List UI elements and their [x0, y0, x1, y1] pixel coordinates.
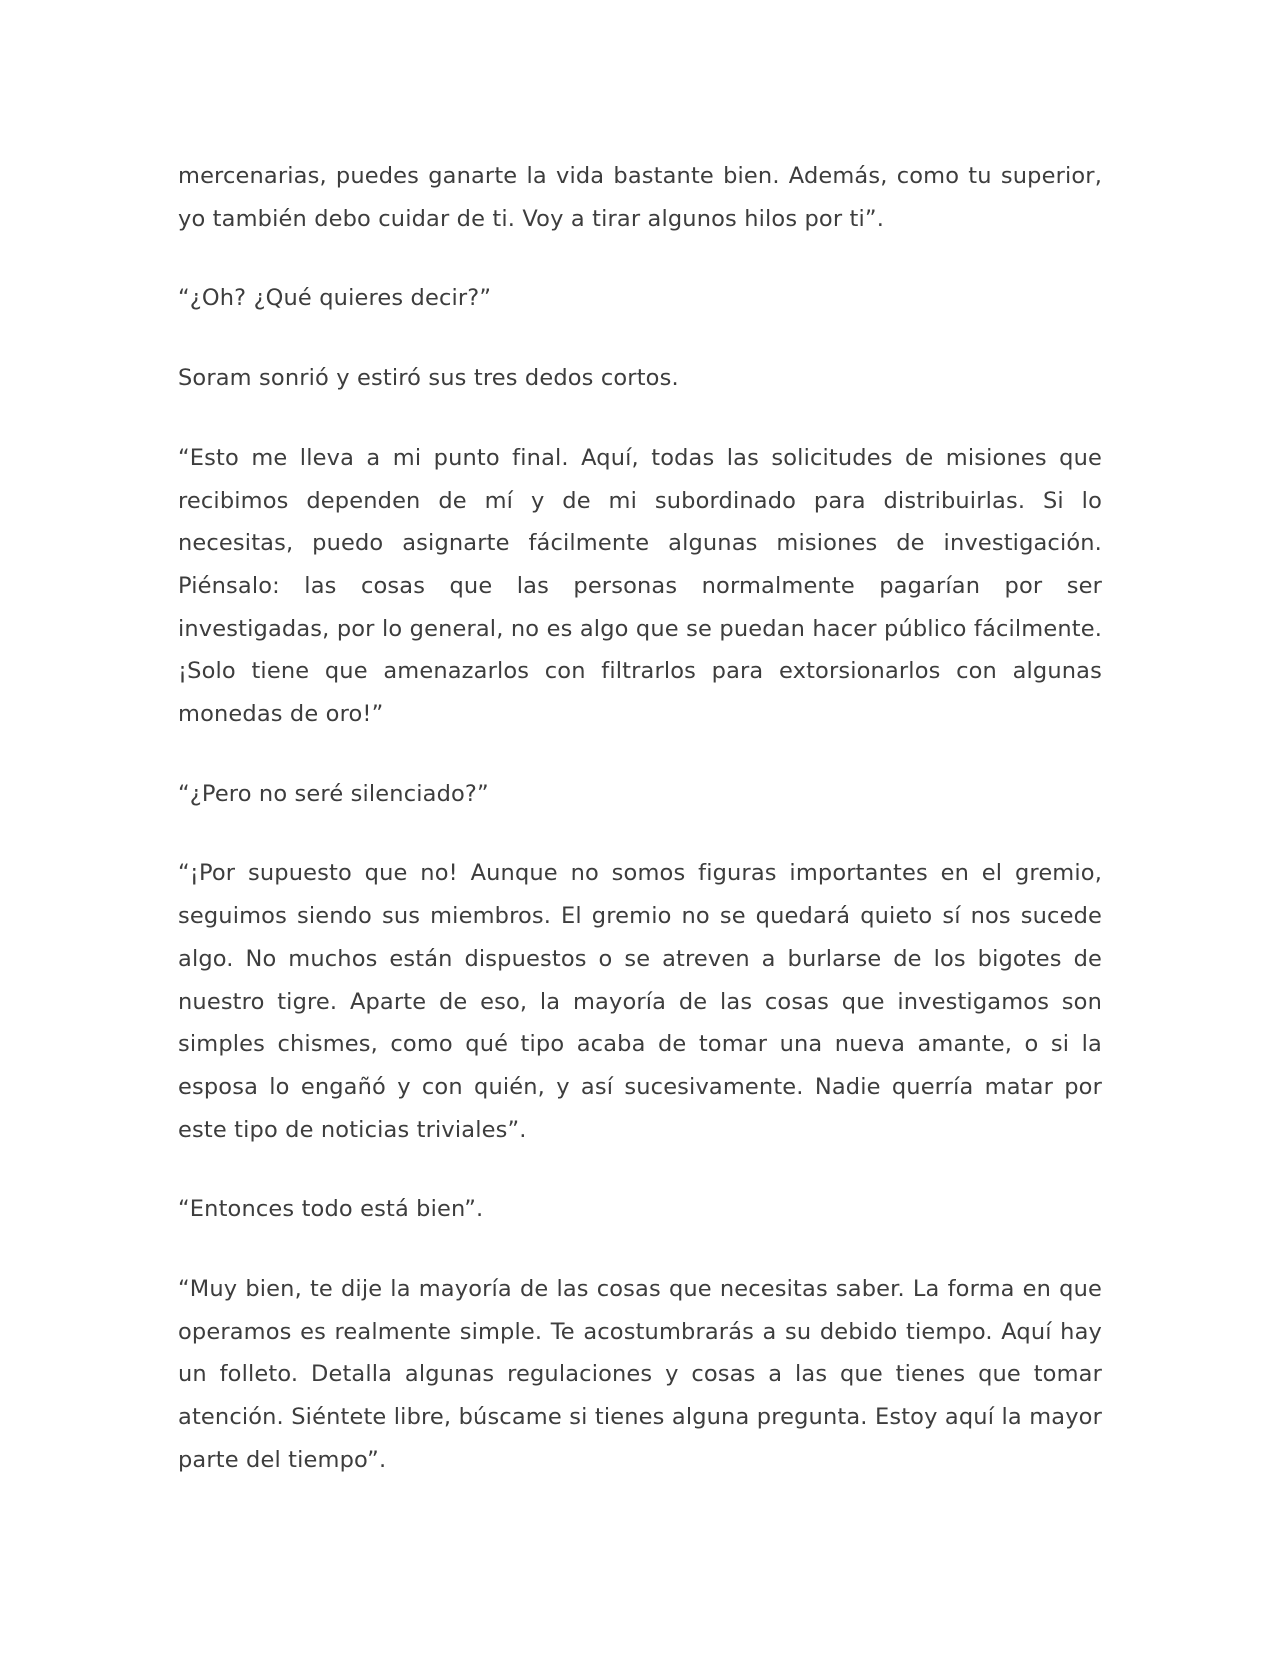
- document-body: [178, 155, 1102, 1519]
- paragraph-6: “¡Por supuesto que no! Aunque no somos figuras importantes en el gremio, seguimos siendo sus miembros. El gremio no se quedará quieto sí nos sucede algo. No muchos están dispuestos o se atreven a burlarse de los bigotes de nuestro tigre. Aparte de eso, la mayoría de las cosas que investigamos son simples chismes, como qué tipo acaba de tomar una nueva amante, o si la esposa lo engañó y con quién, y así sucesivamente. Nadie querría matar por este tipo de noticias triviales”.: [178, 860, 1102, 1143]
- paragraph-5: “¿Pero no seré silenciado?”: [178, 780, 489, 807]
- paragraph-1: mercenarias, puedes ganarte la vida bastante bien. Además, como tu superior, yo también debo cuidar de ti. Voy a tirar algunos hilos por ti”.: [178, 163, 1102, 232]
- paragraph-7: “Entonces todo está bien”.: [178, 1196, 484, 1223]
- paragraph-4: “Esto me lleva a mi punto final. Aquí, todas las solicitudes de misiones que recibimos dependen de mí y de mi subordinado para distribuirlas. Si lo necesitas, puedo asignarte fácilmente algunas misiones de investigación. Piénsalo: las cosas que las personas normalmente pagarían por ser investigadas, por lo general, no es algo que se puedan hacer público fácilmente. ¡Solo tiene que amenazarlos con filtrarlos para extorsionarlos con algunas monedas de oro!”: [178, 444, 1102, 728]
- paragraph-8: “Muy bien, te dije la mayoría de las cosas que necesitas saber. La forma en que operamos es realmente simple. Te acostumbrarás a su debido tiempo. Aquí hay un folleto. Detalla algunas regulaciones y cosas a las que tienes que tomar atención. Siéntete libre, búscame si tienes alguna pregunta. Estoy aquí la mayor parte del tiempo”.: [178, 1276, 1102, 1473]
- paragraph-3: Soram sonrió y estiró sus tres dedos cortos.: [178, 365, 679, 392]
- paragraph-2: “¿Oh? ¿Qué quieres decir?”: [178, 285, 492, 312]
